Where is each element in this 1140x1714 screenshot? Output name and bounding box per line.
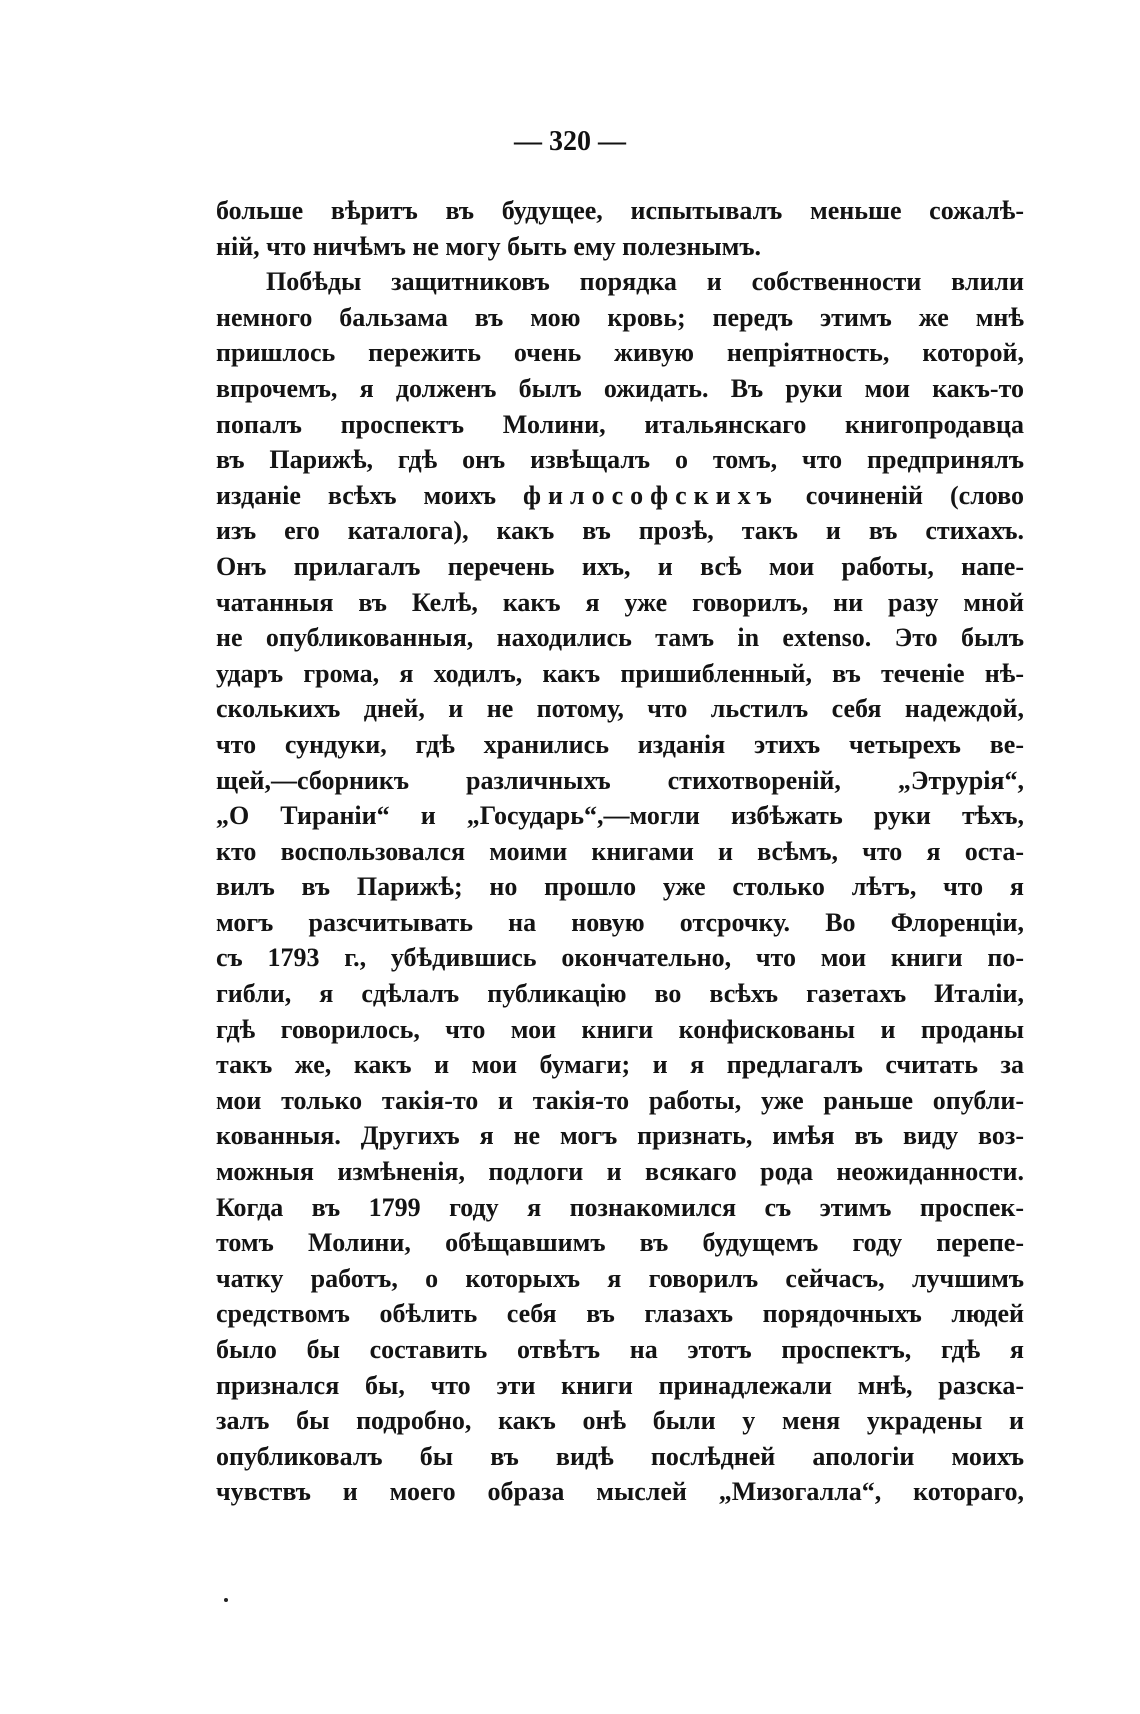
text-line: гдѣ говорилось, что мои книги конфискованы и проданы	[216, 1014, 1024, 1044]
text-line: Онъ прилагалъ перечень ихъ, и всѣ мои работы, напе-	[216, 551, 1024, 581]
text-line: „О Тираніи“ и „Государь“,—могли избѣжать руки тѣхъ,	[216, 801, 1024, 831]
text-line: ударъ грома, я ходилъ, какъ пришибленный, въ теченіе нѣ-	[216, 658, 1024, 688]
text-line: не опубликованныя, находились тамъ in extenso. Это былъ	[216, 623, 1024, 653]
page-number: — 320 —	[514, 126, 626, 157]
text-line: щей,—сборникъ различныхъ стихотвореній, „Этрурія“,	[216, 765, 1024, 795]
text-line: мои только такія-то и такія-то работы, уже раньше опубли-	[216, 1085, 1024, 1115]
text-line: чатку работъ, о которыхъ я говорилъ сейчасъ, лучшимъ	[216, 1263, 1024, 1293]
text-line: сколькихъ дней, и не потому, что льстилъ себя надеждой,	[216, 694, 1024, 724]
text-line: средствомъ обѣлить себя въ глазахъ порядочныхъ людей	[216, 1299, 1024, 1329]
text-line: пришлось пережить очень живую непріятность, которой,	[216, 338, 1024, 368]
text-line: было бы составить отвѣтъ на этотъ проспектъ, гдѣ я	[216, 1335, 1024, 1364]
text-line: чувствъ и моего образа мыслей „Мизогалла“, котораго,	[216, 1477, 1024, 1507]
text-line: признался бы, что эти книги принадлежали мнѣ, разска-	[216, 1370, 1024, 1400]
text-line: кто воспользовался моими книгами и всѣмъ, что я оста-	[216, 836, 1024, 866]
text-line: опубликовалъ бы въ видѣ послѣдней апологіи моихъ	[216, 1441, 1024, 1471]
emphasized-word: философскихъ	[523, 480, 779, 510]
text-line: вилъ въ Парижѣ; но прошло уже столько лѣтъ, что я	[216, 872, 1024, 902]
text-line: изъ его каталога), какъ въ прозѣ, такъ и въ стихахъ.	[216, 516, 1024, 546]
text-line: Когда въ 1799 году я познакомился съ этимъ проспек-	[216, 1192, 1024, 1222]
text-line: съ 1793 г., убѣдившись окончательно, что мои книги по-	[216, 943, 1024, 973]
text-line	[216, 478, 1024, 514]
text-line: гибли, я сдѣлалъ публикацію во всѣхъ газетахъ Италіи,	[216, 979, 1024, 1009]
text-fragment: изданіе всѣхъ моихъ	[216, 480, 524, 510]
text-line: больше вѣритъ въ будущее, испытывалъ меньше сожалѣ-	[216, 196, 1024, 225]
text-line: кованныя. Другихъ я не могъ признать, имѣя въ виду воз-	[216, 1121, 1024, 1151]
ink-speck	[224, 1598, 228, 1602]
text-line: чатанныя въ Келѣ, какъ я уже говорилъ, ни разу мной	[216, 587, 1024, 617]
text-line: можныя измѣненія, подлоги и всякаго рода неожиданности.	[216, 1157, 1024, 1187]
text-line: въ Парижѣ, гдѣ онъ извѣщалъ о томъ, что предпринялъ	[216, 445, 1024, 475]
text-line: могъ разсчитывать на новую отсрочку. Во Флоренціи,	[216, 907, 1024, 937]
text-line: впрочемъ, я долженъ былъ ожидать. Въ руки мои какъ-то	[216, 373, 1024, 403]
text-fragment: сочиненій (слово	[778, 480, 1025, 510]
text-line: такъ же, какъ и мои бумаги; и я предлагалъ считать за	[216, 1050, 1024, 1080]
text-line: что сундуки, гдѣ хранились изданія этихъ четырехъ ве-	[216, 729, 1024, 759]
text-line: залъ бы подробно, какъ онѣ были у меня украдены и	[216, 1406, 1024, 1436]
text-line: ній, что ничѣмъ не могу быть ему полезнымъ.	[216, 231, 761, 261]
text-line: томъ Молини, обѣщавшимъ въ будущемъ году перепе-	[216, 1228, 1024, 1258]
text-line: попалъ проспектъ Молини, итальянскаго книгопродавца	[216, 409, 1024, 439]
text-line: немного бальзама въ мою кровь; передъ этимъ же мнѣ	[216, 302, 1024, 332]
body-text	[216, 193, 1024, 1510]
text-line: Побѣды защитниковъ порядка и собственности влили	[266, 267, 1024, 297]
